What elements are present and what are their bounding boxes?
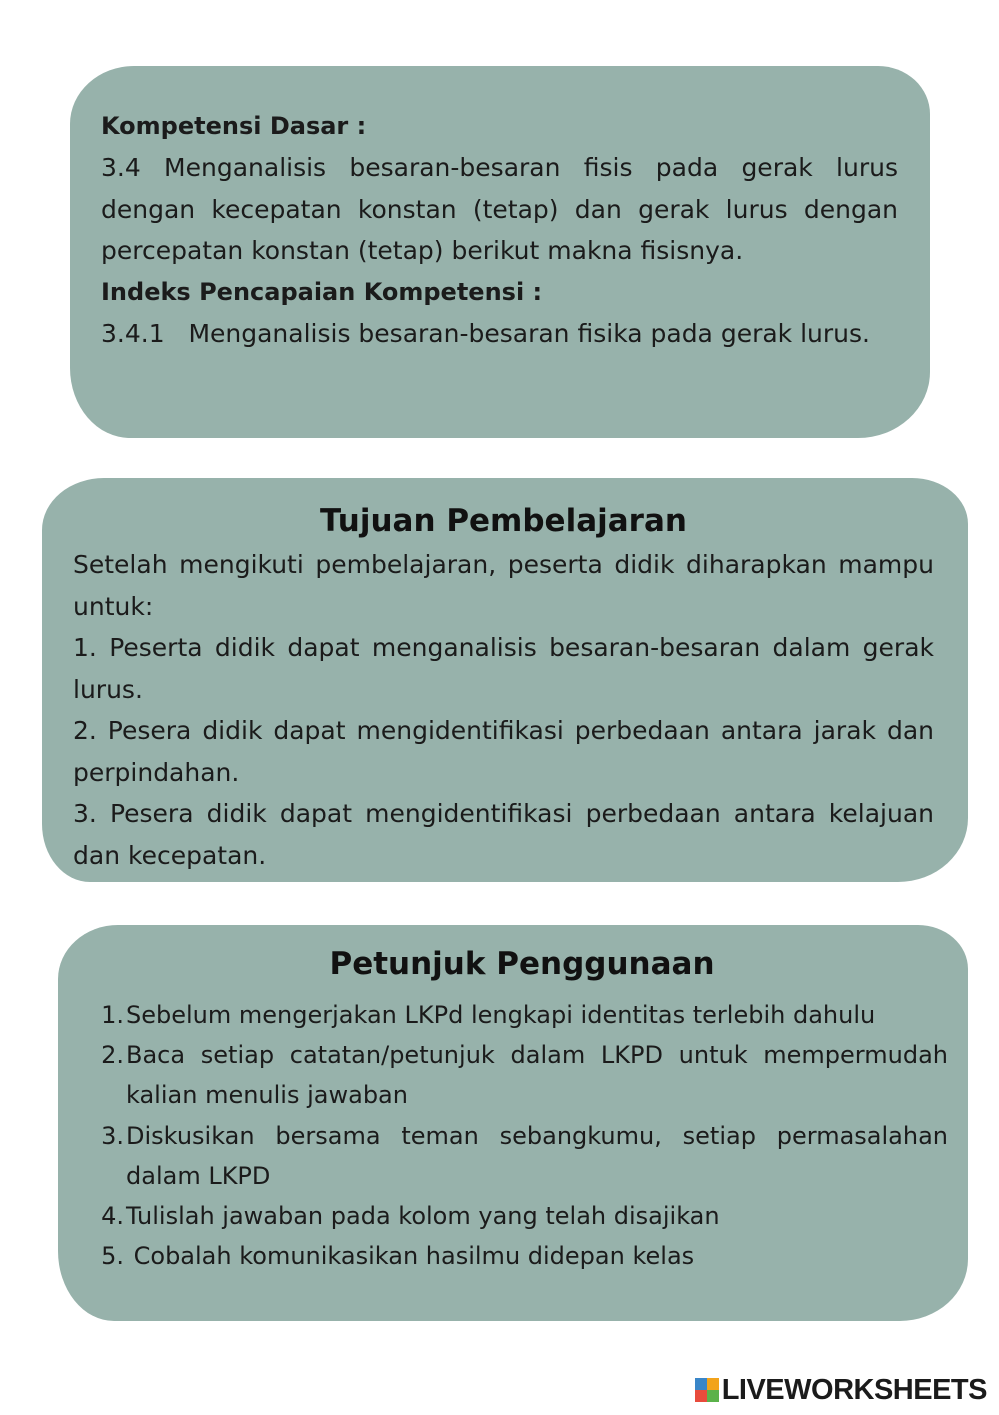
instruction-number: 1. — [101, 1001, 124, 1029]
learning-objectives-card — [42, 478, 968, 882]
ipk-label: Indeks Pencapaian Kompetensi : — [101, 277, 543, 306]
liveworksheets-logo-text: LIVEWORKSHEETS — [721, 1373, 987, 1406]
instruction-text: Sebelum mengerjakan LKPd lengkapi identitas terlebih dahulu — [126, 1001, 876, 1029]
learning-objective-item: 3. Pesera didik dapat mengidentifikasi perbedaan antara kelajuan dan kecepatan. — [73, 799, 934, 870]
usage-instructions-title: Petunjuk Penggunaan — [329, 946, 715, 982]
liveworksheets-logo — [695, 1374, 987, 1406]
instruction-text: Cobalah komunikasikan hasilmu didepan kelas — [126, 1242, 695, 1271]
instruction-item — [96, 995, 948, 1035]
instruction-number: 3. — [101, 1121, 124, 1150]
learning-objective-item: 1. Peserta didik dapat menganalisis besaran-besaran dalam gerak lurus. — [73, 633, 934, 704]
learning-objectives-title: Tujuan Pembelajaran — [320, 503, 687, 539]
instruction-text: Baca setiap catatan/petunjuk dalam LKPD untuk mempermudah kalian menulis jawaban — [126, 1041, 948, 1110]
competency-card — [70, 66, 930, 438]
instruction-number: 5. — [101, 1242, 124, 1271]
instruction-item — [96, 1035, 948, 1115]
learning-objectives-intro: Setelah mengikuti pembelajaran, peserta didik diharapkan mampu untuk: — [73, 550, 934, 621]
instruction-number: 2. — [101, 1041, 124, 1070]
instruction-item — [96, 1236, 948, 1276]
usage-instructions-list — [96, 995, 948, 1276]
liveworksheets-logo-icon — [695, 1378, 719, 1402]
usage-instructions-card — [58, 925, 968, 1321]
instruction-number: 4. — [101, 1202, 124, 1231]
kd-text: 3.4 Menganalisis besaran-besaran fisis pada gerak lurus dengan kecepatan konstan (tetap) dan gerak lurus dengan percepatan konstan (tetap) berikut makna fisisnya. — [101, 153, 898, 265]
instruction-item — [96, 1196, 948, 1236]
learning-objective-item: 2. Pesera didik dapat mengidentifikasi perbedaan antara jarak dan perpindahan. — [73, 716, 934, 787]
kd-label: Kompetensi Dasar : — [101, 112, 367, 140]
ipk-text: 3.4.1 Menganalisis besaran-besaran fisika pada gerak lurus. — [101, 318, 870, 348]
instruction-text: Tulislah jawaban pada kolom yang telah disajikan — [126, 1202, 720, 1231]
instruction-item — [96, 1116, 948, 1196]
instruction-text: Diskusikan bersama teman sebangkumu, setiap permasalahan dalam LKPD — [126, 1121, 948, 1190]
